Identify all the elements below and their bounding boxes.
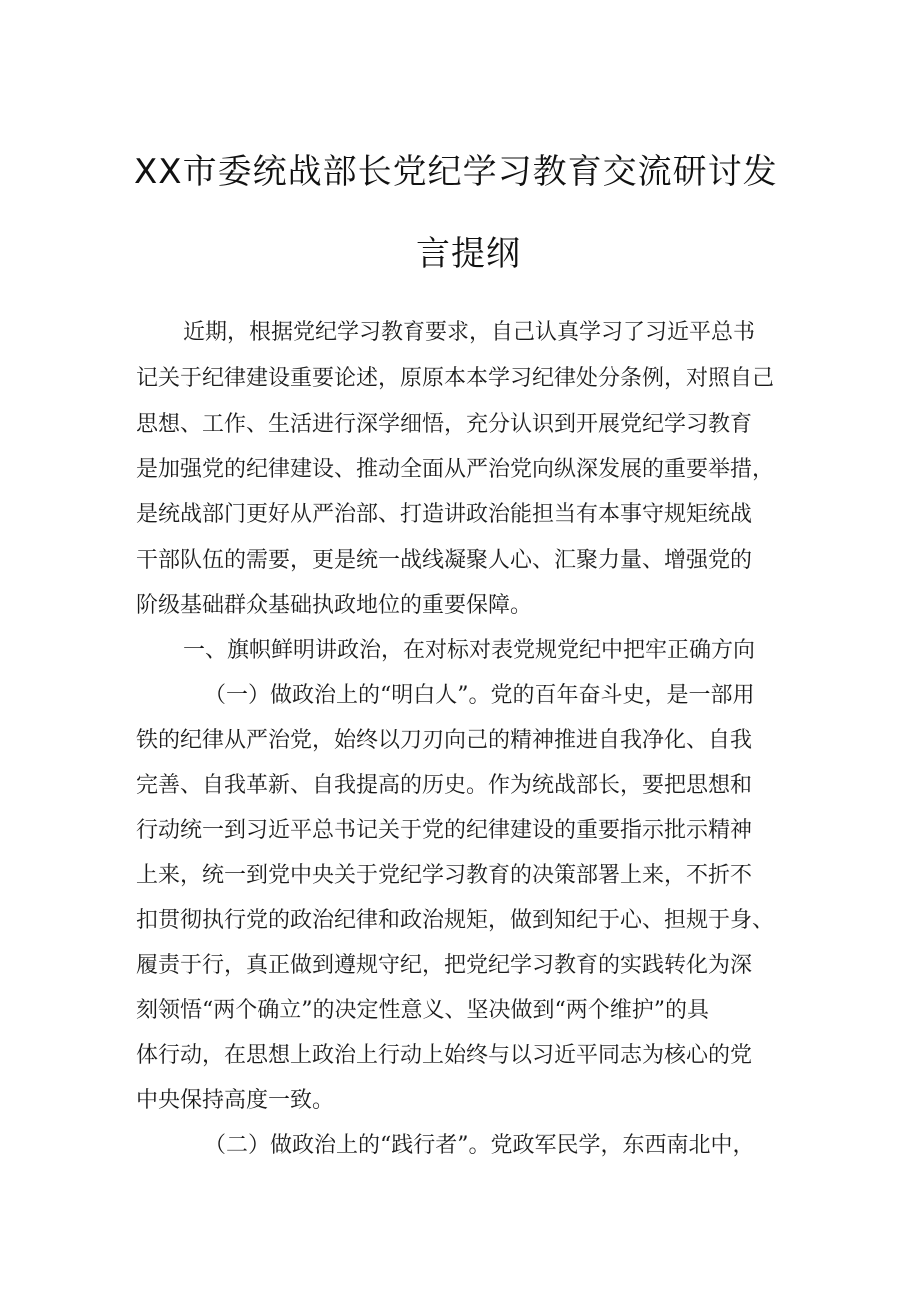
paragraph-1-line-5: 是统战部门更好从严治部、打造讲政治能担当有本事守规矩统战 bbox=[136, 502, 753, 527]
paragraph-2-line-6: 扣贯彻执行党的政治纪律和政治规矩，做到知纪于心、担规于身、 bbox=[136, 908, 775, 933]
paragraph-2-line-5: 上来，统一到党中央关于党纪学习教育的决策部署上来，不折不 bbox=[136, 863, 753, 888]
paragraph-1-line-1: 近期，根据党纪学习教育要求，自己认真学习了习近平总书 bbox=[183, 320, 756, 345]
paragraph-2-line-10: 中央保持高度一致。 bbox=[136, 1088, 335, 1113]
paragraph-2-line-1: （一）做政治上的“明白人”。党的百年奋斗史，是一部用 bbox=[204, 683, 755, 708]
paragraph-2-line-2: 铁的纪律从严治党，始终以刀刃向己的精神推进自我净化、自我 bbox=[136, 728, 753, 753]
paragraph-1-line-3: 思想、工作、生活进行深学细悟，充分认识到开展党纪学习教育 bbox=[136, 412, 753, 437]
paragraph-1-line-2: 记关于纪律建设重要论述，原原本本学习纪律处分条例，对照自己 bbox=[136, 366, 775, 391]
document-title-line-2: 言提纲 bbox=[416, 234, 521, 274]
document-title-line-1: XX市委统战部长党纪学习教育交流研讨发 bbox=[134, 152, 778, 192]
paragraph-2-line-8: 刻领悟“两个确立”的决定性意义、坚决做到“两个维护”的具 bbox=[136, 998, 709, 1023]
paragraph-1-line-6: 干部队伍的需要，更是统一战线凝聚人心、汇聚力量、增强党的 bbox=[136, 548, 753, 573]
section-heading-1: 一、旗帜鲜明讲政治，在对标对表党规党纪中把牢正确方向 bbox=[183, 638, 756, 663]
paragraph-2-line-7: 履责于行，真正做到遵规守纪，把党纪学习教育的实践转化为深 bbox=[136, 953, 753, 978]
paragraph-2-line-3: 完善、自我革新、自我提高的历史。作为统战部长，要把思想和 bbox=[136, 773, 753, 798]
paragraph-1-line-4: 是加强党的纪律建设、推动全面从严治党向纵深发展的重要举措， bbox=[136, 457, 775, 482]
paragraph-2-line-4: 行动统一到习近平总书记关于党的纪律建设的重要指示批示精神 bbox=[136, 818, 753, 843]
paragraph-1-line-7: 阶级基础群众基础执政地位的重要保障。 bbox=[136, 593, 533, 618]
paragraph-2-line-9: 体行动，在思想上政治上行动上始终与以习近平同志为核心的党 bbox=[136, 1043, 753, 1068]
paragraph-3-line-1: （二）做政治上的“践行者”。党政军民学，东西南北中， bbox=[204, 1133, 755, 1158]
